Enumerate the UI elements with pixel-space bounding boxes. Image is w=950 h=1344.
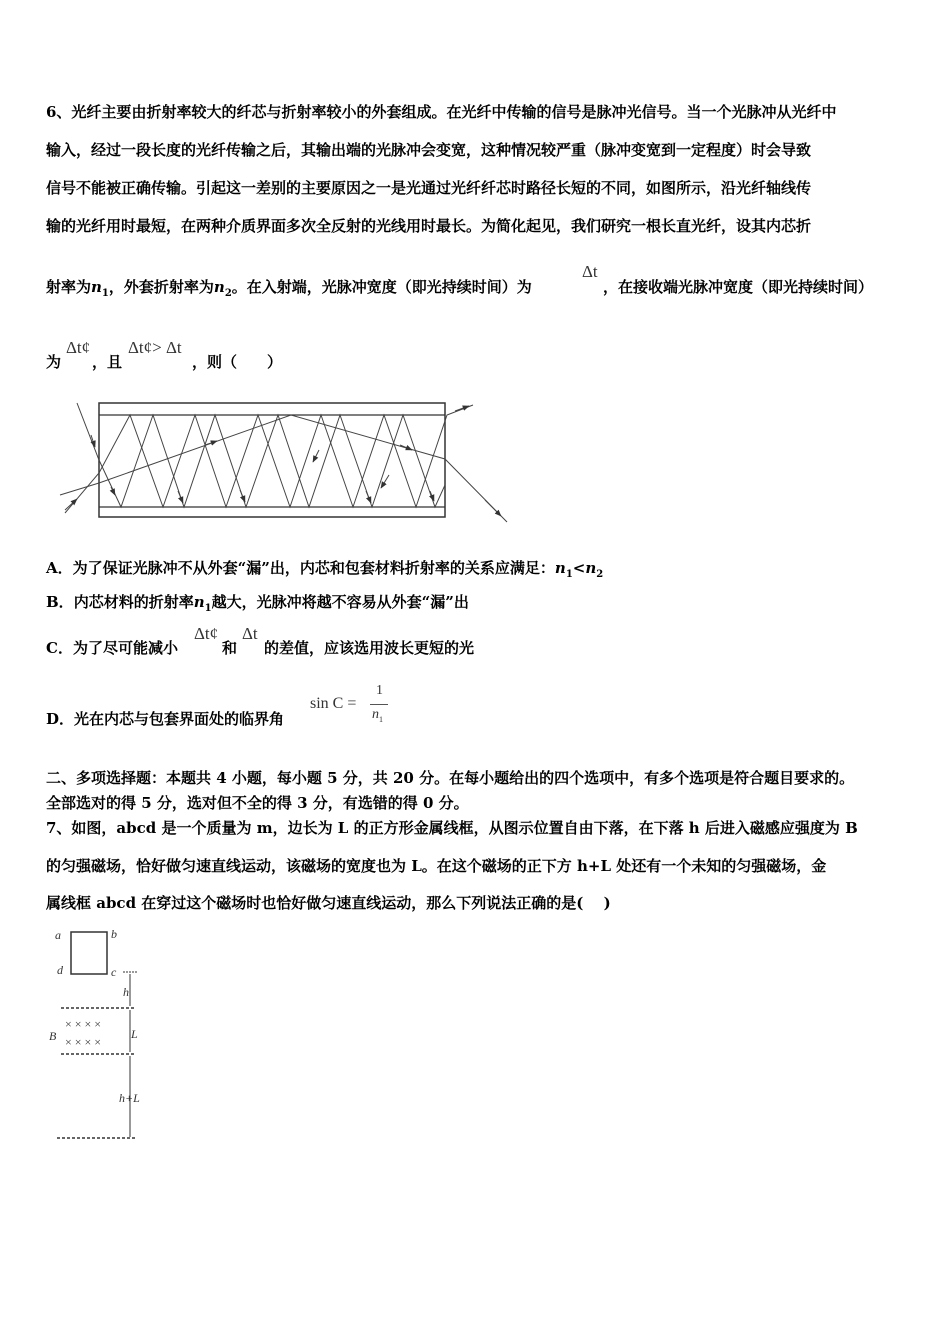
option-b-text-b: 越大，光脉冲将越不容易从外套“漏”出 <box>211 593 469 611</box>
option-c-and: 和 <box>222 639 238 657</box>
option-c-dt-prime: Δt¢ <box>194 624 219 643</box>
q6-line-3: 信号不能被正确传输。引起这一差别的主要原因之一是光通过光纤纤芯时路径长短的不同，如图所示，沿光纤轴线传 <box>46 179 812 197</box>
label-b: b <box>111 927 117 941</box>
option-c-text-a: 为了尽可能减小 <box>72 639 178 657</box>
crosses-row-1: × × × × <box>65 1017 102 1031</box>
magnetic-field-figure <box>45 922 165 1147</box>
section2-line-1: 二、多项选择题：本题共 4 小题，每小题 5 分，共 20 分。在每小题给出的四个选项中，有多个选项是符合题目要求的。 <box>46 769 855 787</box>
option-b-text-a: 内芯材料的折射率 <box>73 593 194 611</box>
option-a <box>46 557 603 580</box>
n1-subscript: 1 <box>101 288 109 299</box>
option-b <box>46 591 469 614</box>
ray-arrow-2 <box>111 487 115 495</box>
n1-symbol: n <box>91 278 102 296</box>
ray-arrow-13 <box>400 445 412 450</box>
delta-t-formula: Δt <box>582 262 598 281</box>
q6-line-4: 输的光纤用时最短，在两种介质界面多次全反射的光线用时最长。为简化起见，我们研究一根长直光纤，设其内芯折 <box>46 217 812 235</box>
ray-arrow-9 <box>455 406 469 411</box>
section2-line-2: 全部选对的得 5 分，选对但不全的得 3 分，有选错的得 0 分。 <box>46 794 469 812</box>
label-h: h <box>123 985 129 999</box>
q6-line-5 <box>46 276 532 299</box>
option-c-text-b: 的差值，应该选用波长更短的光 <box>264 639 475 657</box>
formula-denominator <box>372 707 383 724</box>
ray-arrow-11 <box>65 499 77 510</box>
formula-numerator: 1 <box>376 683 383 698</box>
square-frame <box>71 932 107 974</box>
formula-lhs: sin C = <box>310 695 357 712</box>
option-a-text: 为了保证光脉冲不从外套“漏”出，内芯和包套材料折射率的关系应满足： <box>72 559 555 577</box>
ray-arrow-5 <box>313 450 319 462</box>
option-a-n1: n <box>554 559 566 577</box>
ray-zigzag-2 <box>65 405 473 513</box>
q6-line-1: 6、光纤主要由折射率较大的纤芯与折射率较小的外套组成。在光纤中传输的信号是脉冲光信号。当一个光脉冲从光纤中 <box>46 103 837 121</box>
ray-arrow-12 <box>205 441 217 445</box>
delta-t-inequality-formula: Δt¢> Δt <box>128 338 182 357</box>
option-b-label: B． <box>46 593 74 611</box>
option-a-n1-sub: 1 <box>565 569 573 580</box>
ray-arrow-10 <box>485 500 501 516</box>
q6-text-5d: ，在接收端光脉冲宽度（即光持续时间） <box>603 278 874 296</box>
q6-line-6 <box>46 351 61 372</box>
option-b-n1-sub: 1 <box>204 603 212 614</box>
ray-arrow-6 <box>366 491 371 503</box>
q6-text-5a: 射率为 <box>46 278 92 296</box>
option-b-n1: n <box>193 593 205 611</box>
option-a-label: A． <box>46 559 73 577</box>
ray-zigzag-1 <box>77 403 445 507</box>
q6-text-6c: ，则（ ） <box>192 353 283 371</box>
label-d: d <box>57 963 63 977</box>
formula-denominator-n: n <box>372 707 379 722</box>
optical-fiber-figure <box>55 395 515 530</box>
q6-text-5c: 。在入射端，光脉冲宽度（即光持续时间）为 <box>231 278 532 296</box>
option-d <box>46 708 284 729</box>
option-d-label: D． <box>46 710 75 728</box>
label-L: L <box>131 1027 138 1041</box>
n2-subscript: 2 <box>224 288 232 299</box>
n2-symbol: n <box>213 278 225 296</box>
option-c <box>46 637 178 658</box>
q7-line-1: 7、如图，abcd 是一个质量为 m，边长为 L 的正方形金属线框，从图示位置自由下落，在下落 h 后进入磁感应强度为 B <box>46 819 858 837</box>
option-a-n2-sub: 2 <box>596 569 604 580</box>
formula-denominator-sub: 1 <box>379 714 383 724</box>
label-B: B <box>49 1029 57 1043</box>
delta-t-prime-formula: Δt¢ <box>66 338 91 357</box>
option-d-text: 光在内芯与包套界面处的临界角 <box>74 710 285 728</box>
option-a-lt-n2: <n <box>572 559 597 577</box>
q6-text-6b: ，且 <box>92 353 123 371</box>
option-c-label: C． <box>46 639 73 657</box>
label-a: a <box>55 928 61 942</box>
q7-line-2: 的匀强磁场，恰好做匀速直线运动，该磁场的宽度也为 L。在这个磁场的正下方 h+L 处还有一个未知的匀强磁场，金 <box>46 857 827 875</box>
q6-line-2: 输入，经过一段长度的光纤传输之后，其输出端的光脉冲会变宽，这种情况较严重（脉冲变宽到一定程度）时会导致 <box>46 141 812 159</box>
ray-arrow-3 <box>178 491 183 503</box>
label-c: c <box>111 965 117 979</box>
critical-angle-formula <box>310 683 390 733</box>
q6-text-6a: 为 <box>46 353 62 371</box>
formula-fraction-bar <box>370 704 388 705</box>
option-c-dt: Δt <box>242 624 258 643</box>
label-h-plus-L: h+L <box>119 1091 140 1105</box>
q7-line-3: 属线框 abcd 在穿过这个磁场时也恰好做匀速直线运动，那么下列说法正确的是( ) <box>46 894 611 912</box>
ray-arrow-4 <box>240 490 245 502</box>
q6-text-5b: ，外套折射率为 <box>108 278 214 296</box>
crosses-row-2: × × × × <box>65 1035 102 1049</box>
